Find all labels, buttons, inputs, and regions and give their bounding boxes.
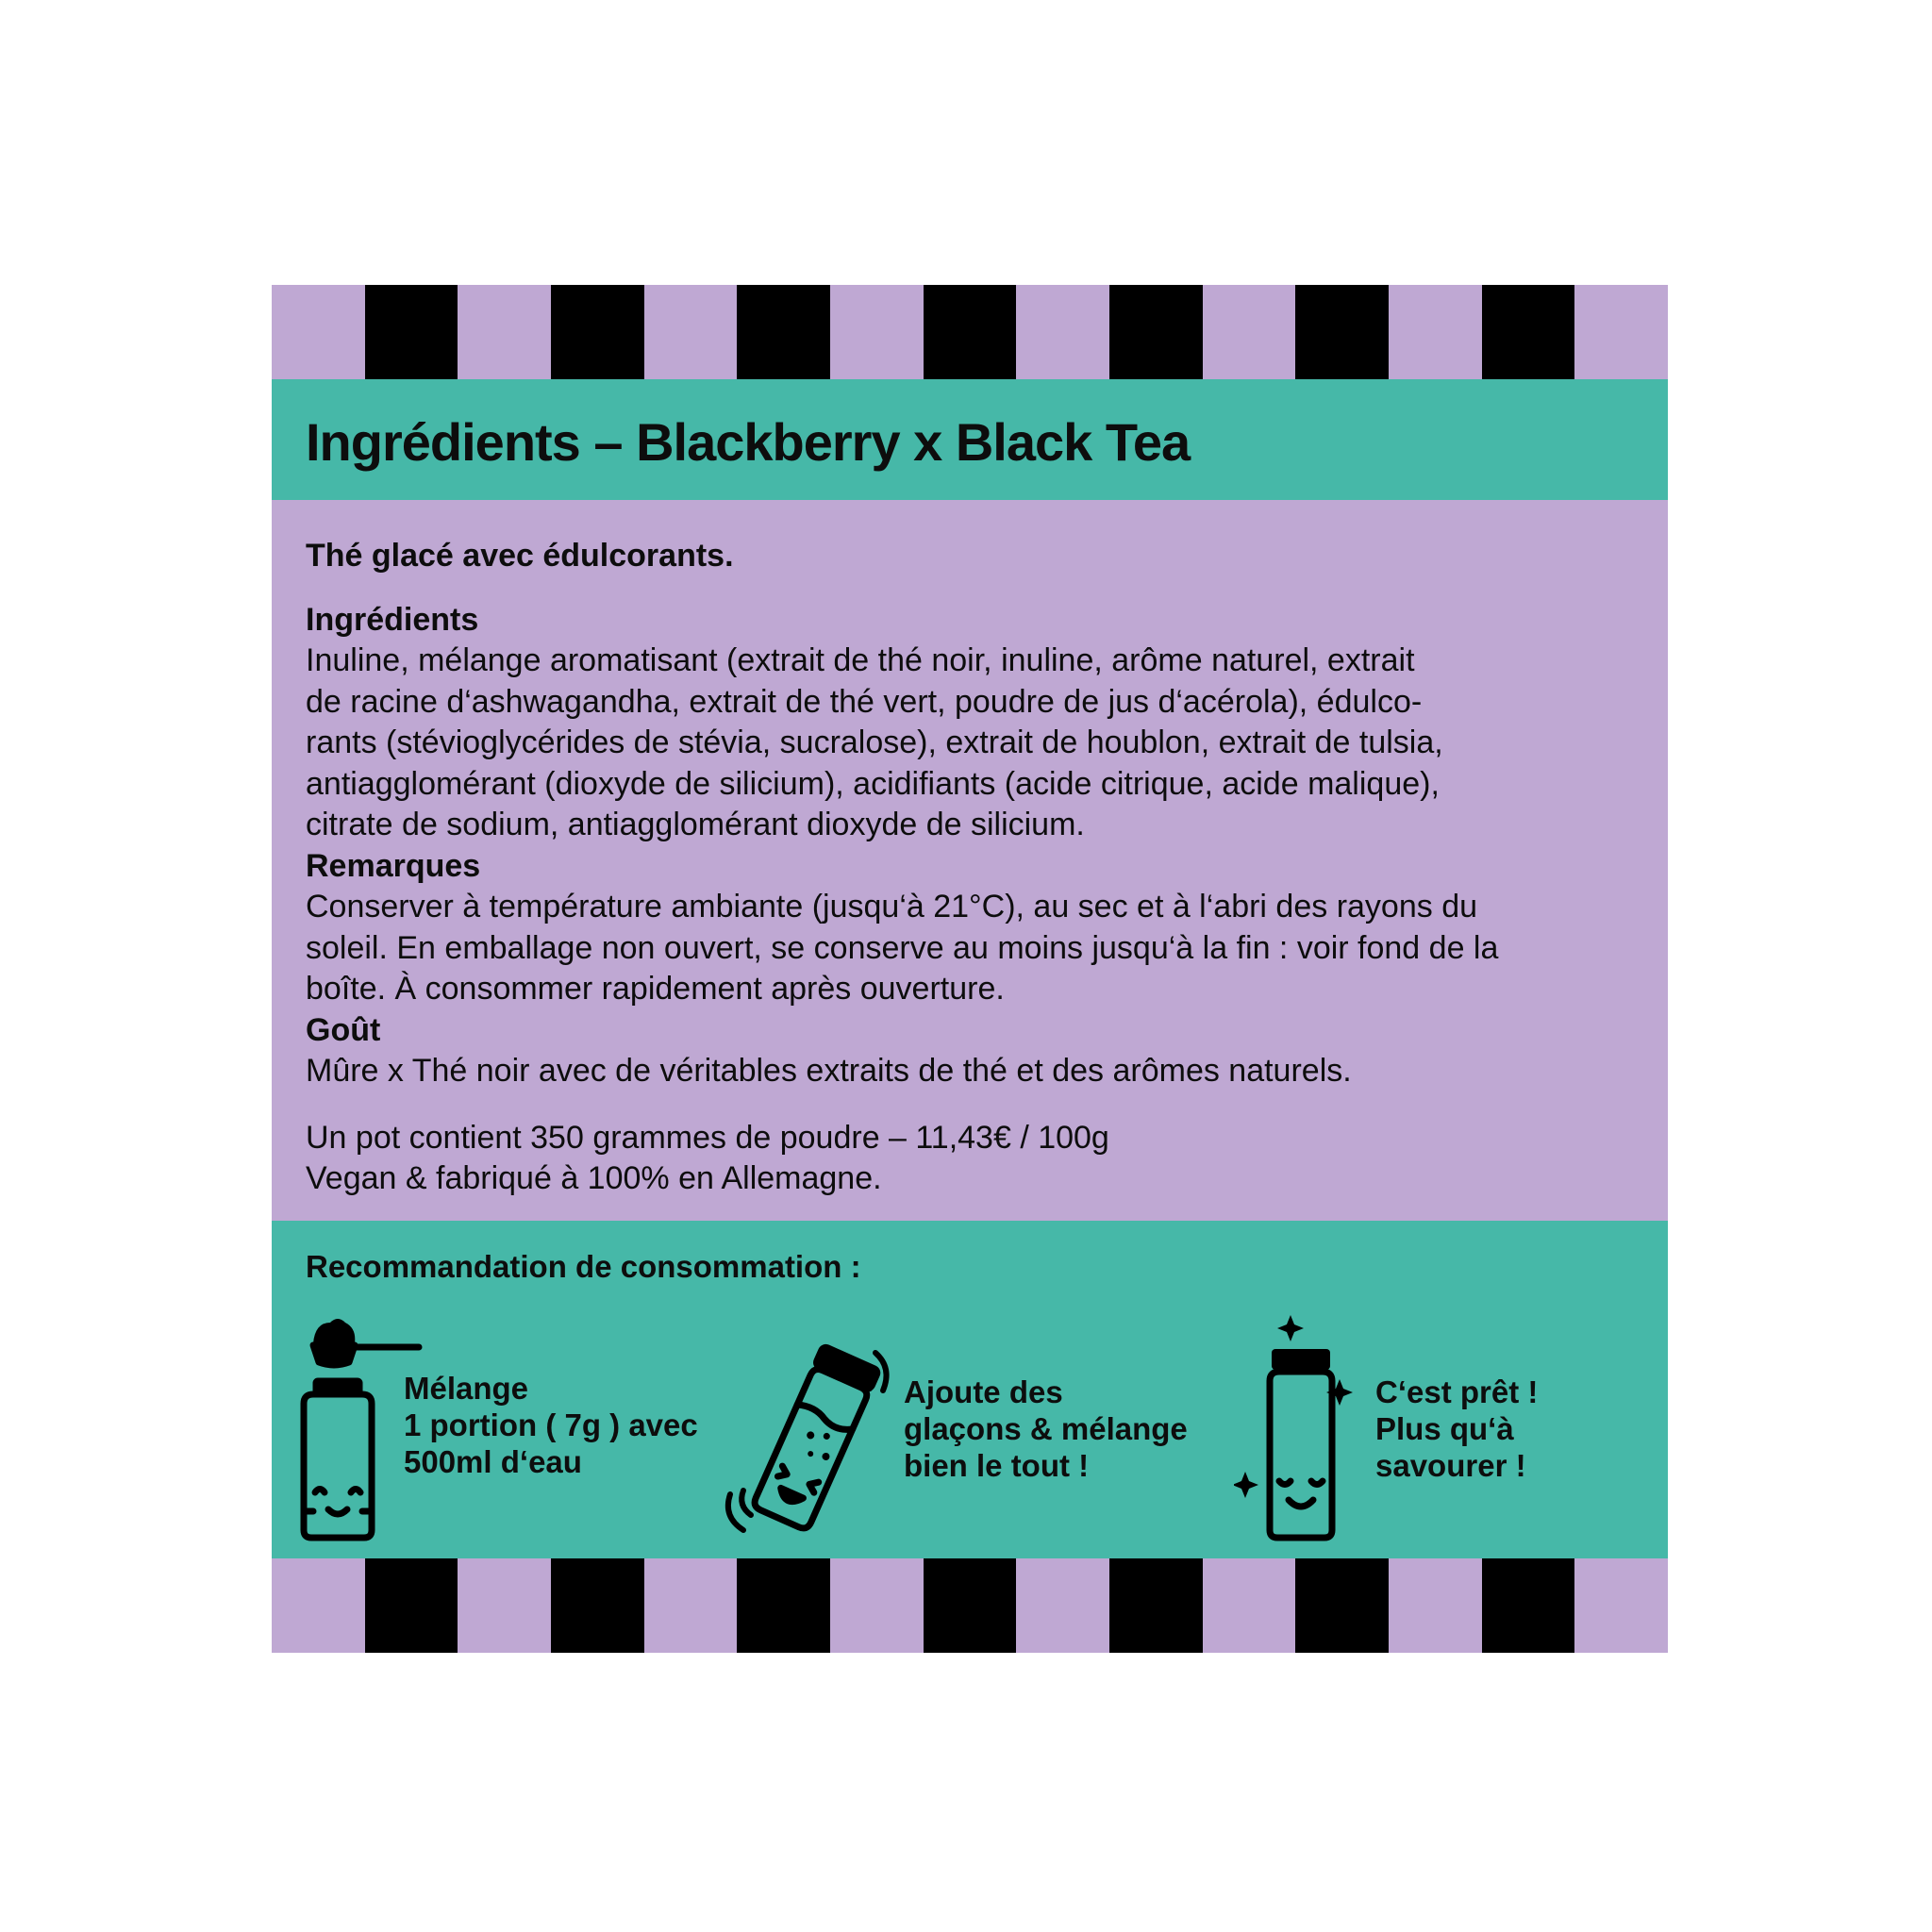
stripe-cell <box>458 1558 551 1653</box>
remarks-line: boîte. À consommer rapidement après ouverture. <box>306 971 1005 1007</box>
step-line: Mélange <box>404 1371 529 1406</box>
taste-heading: Goût <box>306 1011 381 1048</box>
stripe-cell <box>737 1558 830 1653</box>
taste-line: Mûre x Thé noir avec de véritables extraits de thé et des arômes naturels. <box>306 1053 1352 1089</box>
stripe-cell <box>272 285 365 379</box>
recommendation-title: Recommandation de consommation : <box>306 1249 861 1284</box>
stripe-cell <box>458 285 551 379</box>
remarks-line: soleil. En emballage non ouvert, se conserve au moins jusqu‘à la fin : voir fond de la <box>306 929 1499 966</box>
title-band <box>272 379 1668 500</box>
step-shake-label <box>904 1374 1188 1484</box>
step-shake <box>715 1315 1224 1541</box>
stripe-cell <box>830 285 924 379</box>
stripe-cell <box>1016 1558 1109 1653</box>
step-enjoy-label <box>1375 1374 1538 1484</box>
stripe-cell <box>1016 285 1109 379</box>
stripe-cell <box>1574 1558 1668 1653</box>
ingredients-panel <box>272 500 1668 1221</box>
step-line: 1 portion ( 7g ) avec <box>404 1407 698 1442</box>
stripe-cell <box>1482 1558 1575 1653</box>
stripe-cell <box>644 285 738 379</box>
stripe-cell <box>737 285 830 379</box>
step-line: glaçons & mélange <box>904 1411 1188 1446</box>
shaking-bottle-icon <box>715 1315 904 1541</box>
ingredients-heading: Ingrédients <box>306 601 479 638</box>
stripe-cell <box>644 1558 738 1653</box>
origin-line: Vegan & fabriqué à 100% en Allemagne. <box>306 1160 882 1196</box>
step-line: Ajoute des <box>904 1374 1063 1409</box>
stripe-cell <box>1295 1558 1389 1653</box>
product-info-card <box>272 285 1668 1651</box>
product-subtitle: Thé glacé avec édulcorants. <box>306 538 734 574</box>
stripe-cell <box>1203 1558 1296 1653</box>
stripe-cell <box>365 285 458 379</box>
stripe-cell <box>1389 285 1482 379</box>
ingredients-text-block <box>306 536 1636 1200</box>
stripe-cell <box>924 285 1017 379</box>
stripe-cell <box>1574 285 1668 379</box>
step-enjoy <box>1234 1315 1649 1541</box>
page-title: Ingrédients – Blackberry x Black Tea <box>306 412 1191 472</box>
top-stripe-border <box>272 285 1668 379</box>
stripe-cell <box>365 1558 458 1653</box>
step-line: bien le tout ! <box>904 1448 1090 1483</box>
ingredients-line: rants (stévioglycérides de stévia, sucralose), extrait de houblon, extrait de tulsia, <box>306 724 1443 760</box>
spacer <box>306 1092 1636 1118</box>
remarks-heading: Remarques <box>306 847 481 884</box>
stripe-cell <box>551 285 644 379</box>
step-line: Plus qu‘à <box>1375 1411 1514 1446</box>
stripe-cell <box>1389 1558 1482 1653</box>
ingredients-line: antiagglomérant (dioxyde de silicium), acidifiants (acide citrique, acide malique), <box>306 765 1440 802</box>
content-amount-line: Un pot contient 350 grammes de poudre – 11,43€ / 100g <box>306 1119 1109 1156</box>
step-mix-label <box>404 1370 698 1480</box>
remarks-line: Conserver à température ambiante (jusqu‘à 21°C), au sec et à l‘abri des rayons du <box>306 889 1478 924</box>
sparkling-bottle-icon <box>1234 1315 1366 1541</box>
stripe-cell <box>1295 285 1389 379</box>
ingredients-line: de racine d‘ashwagandha, extrait de thé vert, poudre de jus d‘acérola), édulco- <box>306 683 1423 720</box>
step-line: C‘est prêt ! <box>1375 1374 1539 1409</box>
stripe-cell <box>272 1558 365 1653</box>
bottom-stripe-border <box>272 1558 1668 1653</box>
step-line: savourer ! <box>1375 1448 1526 1483</box>
stripe-cell <box>551 1558 644 1653</box>
stripe-cell <box>924 1558 1017 1653</box>
stripe-cell <box>1203 285 1296 379</box>
step-mix <box>300 1315 734 1541</box>
recommendation-band <box>272 1221 1668 1558</box>
stripe-cell <box>1109 285 1203 379</box>
stripe-cell <box>830 1558 924 1653</box>
ingredients-line: Inuline, mélange aromatisant (extrait de thé noir, inuline, arôme naturel, extrait <box>306 642 1415 678</box>
step-line: 500ml d‘eau <box>404 1444 582 1479</box>
ingredients-line: citrate de sodium, antiagglomérant dioxyde de silicium. <box>306 807 1085 842</box>
stripe-cell <box>1109 1558 1203 1653</box>
stripe-cell <box>1482 285 1575 379</box>
